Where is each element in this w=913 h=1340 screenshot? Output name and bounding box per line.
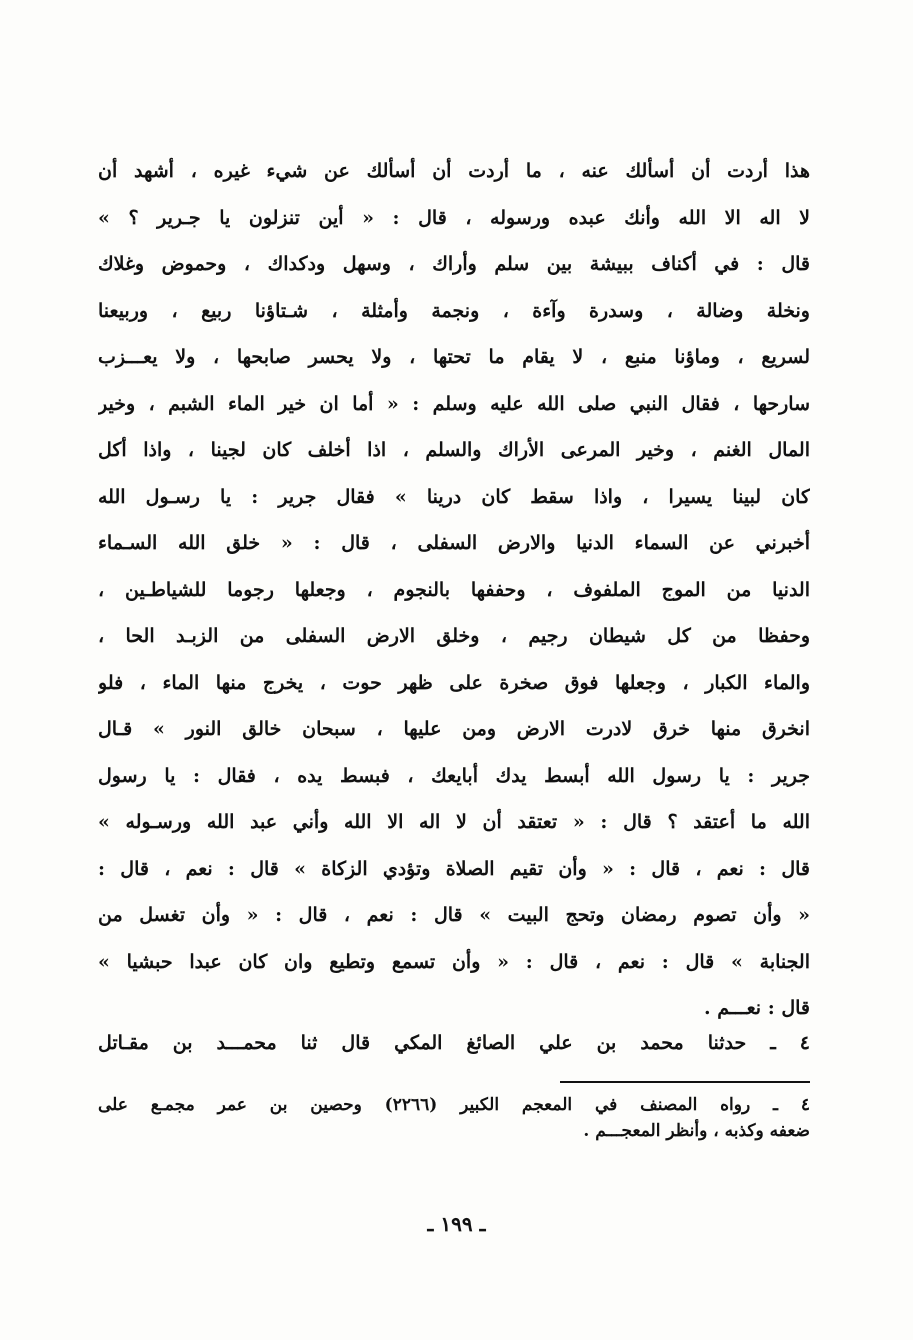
hadith-narration-line: ٤ ـ حدثنا محمد بن علي الصائغ المكي قال ثنا محمـــد بن مقـاتل: [98, 1032, 810, 1054]
text-line: الله ما أعتقد ؟ قال : « تعتقد أن لا اله الا الله وأني عبد الله ورسـوله »: [98, 811, 810, 833]
footnote-line: ضعفه وكذبه ، وأنظر المعجـــم .: [583, 1121, 810, 1141]
text-line: لسريع ، وماؤنا منبع ، لا يقام ما تحتها ، ولا يحسر صابحها ، ولا يعـــزب: [98, 346, 810, 368]
footnote-block: [98, 1092, 810, 1144]
main-text-block: [98, 148, 810, 1032]
text-line: لا اله الا الله وأنك عبده ورسوله ، قال : « أين تنزلون يا جـرير ؟ »: [98, 206, 810, 229]
text-line: قال : في أكناف ببيشة بين سلم وأراك ، وسهل ودكداك ، وحموض وغلاك: [98, 253, 810, 275]
text-line: كان لبينا يسيرا ، واذا سقط كان درينا » فقال جرير : يا رسـول الله: [98, 485, 810, 508]
text-line: المال الغنم ، وخير المرعى الأراك والسلم ، اذا أخلف كان لجينا ، واذا أكل: [98, 439, 810, 461]
text-line: هذا أردت أن أسألك عنه ، ما أردت أن أسألك عن شيء غيره ، أشهد أن: [98, 160, 810, 182]
text-line: والماء الكبار ، وجعلها فوق صخرة على ظهر حوت ، يخرج منها الماء ، فلو: [98, 671, 810, 694]
text-line: انخرق منها خرق لادرت الارض ومن عليها ، سبحان خالق النور » قـال: [98, 718, 810, 740]
text-line: قال : نعـــم .: [704, 997, 810, 1019]
text-line: أخبرني عن السماء الدنيا والارض السفلى ، قال : « خلق الله السـماء: [98, 532, 810, 554]
text-line: سارحها ، فقال النبي صلى الله عليه وسلم : « أما ان خير الماء الشبم ، وخير: [98, 392, 810, 415]
text-line: « وأن تصوم رمضان وتحج البيت » قال : نعم ، قال : « وأن تغسل من: [98, 904, 810, 926]
text-line: الدنيا من الموج الملفوف ، وحففها بالنجوم ، وجعلها رجوما للشياطـين ،: [98, 578, 810, 601]
page-number: ـ ١٩٩ ـ: [427, 1212, 486, 1236]
text-line: ونخلة وضالة ، وسدرة وآءة ، ونجمة وأمثلة ، شـتاؤنا ربيع ، وربيعنا: [98, 299, 810, 322]
footnote-line: ٤ ـ رواه المصنف في المعجم الكبير (٢٢٦٦) وحصين بن عمر مجمـع على: [98, 1095, 810, 1115]
text-line: الجنابة » قال : نعم ، قال : « وأن تسمع وتطيع وان كان عبدا حبشيا »: [98, 950, 810, 973]
footnote-separator: [560, 1081, 810, 1083]
text-line: وحفظا من كل شيطان رجيم ، وخلق الارض السفلى من الزبـد الحا ،: [98, 625, 810, 647]
text-line: قال : نعم ، قال : « وأن تقيم الصلاة وتؤدي الزكاة » قال : نعم ، قال :: [98, 857, 810, 880]
text-line: جرير : يا رسول الله أبسط يدك أبايعك ، فبسط يده ، فقال : يا رسول: [98, 764, 810, 787]
